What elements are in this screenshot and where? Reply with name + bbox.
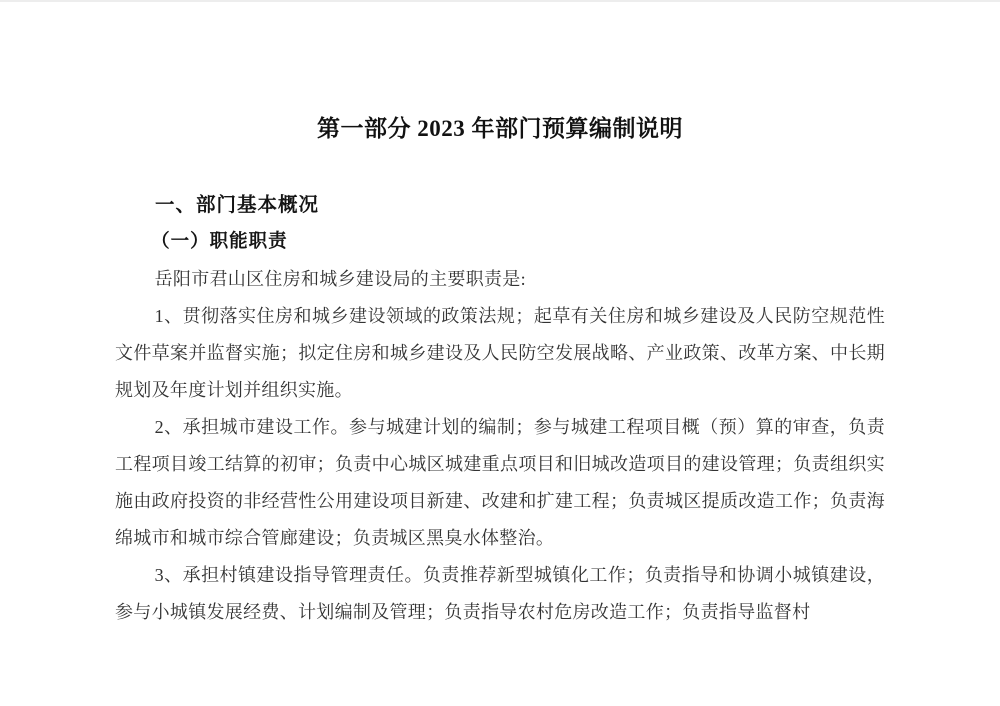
subsection-heading-functions-duties: （一）职能职责 (151, 232, 288, 253)
section-heading-department-overview: 一、部门基本概况 (154, 194, 319, 217)
paragraph-duty-2: 2、承担城市建设工作。参与城建计划的编制；参与城建工程项目概（预）算的审查，负责工程项目竣工结算的初审；负责中心城区城建重点项目和旧城改造项目的建设管理；负责组织实施由政府投资的非经营性公用建设项目新建、改建和扩建工程；负责城区提质改造工作；负责海绵城市和城市综合管廊建设；负责城区黑臭水体整治。 (115, 417, 885, 549)
document-title: 第一部分 2023 年部门预算编制说明 (317, 116, 683, 142)
intro-line: 岳阳市君山区住房和城乡建设局的主要职责是: (154, 269, 526, 290)
paragraph-duty-1: 1、贯彻落实住房和城乡建设领域的政策法规；起草有关住房和城乡建设及人民防空规范性文件草案并监督实施；拟定住房和城乡建设及人民防空发展战略、产业政策、改革方案、中长期规划及年度计划并组织实施。 (115, 306, 885, 401)
paragraph-duty-3: 3、承担村镇建设指导管理责任。负责推荐新型城镇化工作；负责指导和协调小城镇建设，参与小城镇发展经费、计划编制及管理；负责指导农村危房改造工作；负责指导监督村 (115, 565, 885, 623)
document-content (0, 17, 1000, 631)
